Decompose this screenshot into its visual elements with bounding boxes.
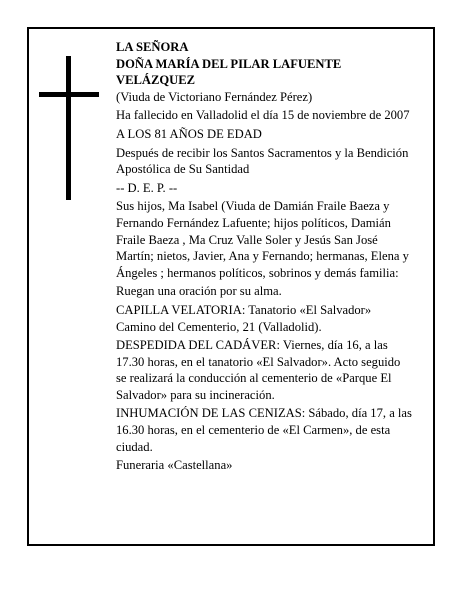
name-block: [116, 39, 412, 89]
widow-of: (Viuda de Victoriano Fernández Pérez): [116, 89, 313, 104]
funeral-home: Funeraria «Castellana»: [116, 458, 233, 473]
cross-horizontal-bar: [39, 92, 99, 97]
obituary-notice: [27, 27, 435, 546]
farewell: DESPEDIDA DEL CADÁVER: Viernes, día 16, a las 17.30 horas, en el tanatorio «El Salvador». Acto seguido se realizará la conducción al cementerio de «Parque El Salvador» para su incineración.: [116, 338, 401, 402]
age: A LOS 81 AÑOS DE EDAD: [116, 126, 262, 141]
deceased-name: DOÑA MARÍA DEL PILAR LAFUENTE VELÁZQUEZ: [116, 56, 342, 88]
sacraments: Después de recibir los Santos Sacramentos y la Bendición Apostólica de Su Santidad: [116, 145, 409, 177]
cross-icon: [39, 56, 99, 200]
burial: INHUMACIÓN DE LAS CENIZAS: Sábado, día 17, a las 16.30 horas, en el cementerio de «El Carmen», de esta ciudad.: [116, 406, 412, 454]
rip: -- D. E. P. --: [116, 180, 178, 195]
notice-text: [116, 39, 412, 476]
family: Sus hijos, Ma Isabel (Viuda de Damián Fraile Baeza y Fernando Fernández Lafuente; hijos políticos, Damián Fraile Baeza , Ma Cruz Valle Soler y Jesús San José Martín; nietos, Javier, Ana y Fernando; hermanas, Elena y Ángeles ; hermanos políticos, sobrinos y demás familia:: [116, 199, 409, 280]
death-info: Ha fallecido en Valladolid el día 15 de noviembre de 2007: [116, 108, 410, 123]
cross-vertical-bar: [66, 56, 71, 200]
chapel: CAPILLA VELATORIA: Tanatorio «El Salvador» Camino del Cementerio, 21 (Valladolid).: [116, 302, 372, 334]
prayer-request: Ruegan una oración por su alma.: [116, 284, 282, 299]
title-line-1: LA SEÑORA: [116, 40, 189, 54]
